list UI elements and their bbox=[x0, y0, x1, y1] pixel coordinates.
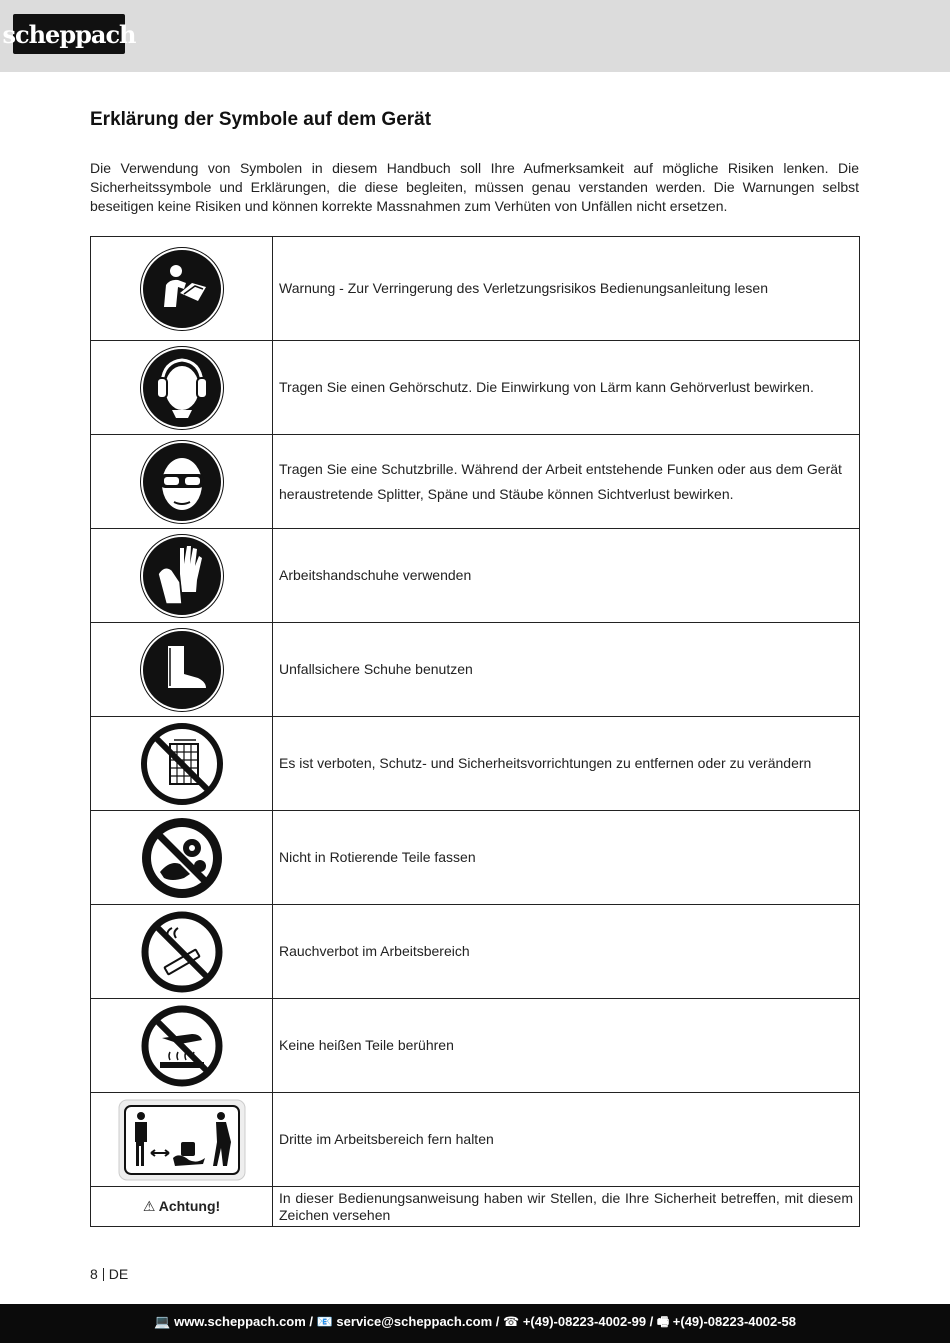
achtung-label: ⚠ Achtung! bbox=[142, 1198, 221, 1214]
symbol-cell bbox=[91, 341, 273, 435]
symbols-table bbox=[90, 236, 860, 1227]
table-row bbox=[91, 341, 860, 435]
symbol-cell bbox=[91, 999, 273, 1093]
read-manual-icon bbox=[140, 247, 224, 331]
achtung-description: In dieser Bedienungsanweisung haben wir Stellen, die Ihre Sicherheit betreffen, mit diesem Zeichen versehen bbox=[273, 1187, 860, 1227]
table-row bbox=[91, 237, 860, 341]
table-row bbox=[91, 529, 860, 623]
symbol-cell bbox=[91, 1093, 273, 1187]
symbol-description: Nicht in Rotierende Teile fassen bbox=[273, 811, 860, 905]
safety-boots-icon bbox=[140, 628, 224, 712]
symbol-description: Tragen Sie einen Gehörschutz. Die Einwirkung von Lärm kann Gehörverlust bewirken. bbox=[273, 341, 860, 435]
symbol-description: Warnung - Zur Verringerung des Verletzungsrisikos Bedienungsanleitung lesen bbox=[273, 237, 860, 341]
table-row bbox=[91, 623, 860, 717]
symbol-description: Dritte im Arbeitsbereich fern halten bbox=[273, 1093, 860, 1187]
no-removing-guards-icon bbox=[140, 722, 224, 806]
table-row bbox=[91, 1093, 860, 1187]
symbol-cell bbox=[91, 435, 273, 529]
symbol-description: Tragen Sie eine Schutzbrille. Während der Arbeit entstehende Funken oder aus dem Gerät heraustretende Splitter, Späne und Stäube können Sichtverlust bewirken. bbox=[273, 435, 860, 529]
intro-paragraph: Die Verwendung von Symbolen in diesem Handbuch soll Ihre Aufmerksamkeit auf mögliche Risiken lenken. Die Sicherheitssymbole und Erklärungen, die diese begleiten, müssen genau verstanden werden. Die Warnungen selbst beseitigen keine Risiken und können korrekte Massnahmen zum Verhüten von Unfällen nicht ersetzen. bbox=[90, 160, 859, 214]
symbol-description: Rauchverbot im Arbeitsbereich bbox=[273, 905, 860, 999]
no-touching-rotating-parts-icon bbox=[140, 816, 224, 900]
keep-bystanders-away-icon bbox=[117, 1098, 247, 1182]
ear-protection-icon bbox=[140, 346, 224, 430]
scheppach-logo bbox=[2, 14, 136, 54]
symbol-cell bbox=[91, 237, 273, 341]
no-touching-hot-surface-icon bbox=[140, 1004, 224, 1088]
table-row bbox=[91, 999, 860, 1093]
symbol-cell bbox=[91, 623, 273, 717]
page-number bbox=[90, 1266, 128, 1282]
page-number-value: 8 bbox=[90, 1266, 98, 1282]
table-row bbox=[91, 1187, 860, 1227]
symbol-cell bbox=[91, 811, 273, 905]
symbol-description: Unfallsichere Schuhe benutzen bbox=[273, 623, 860, 717]
symbol-cell bbox=[91, 717, 273, 811]
symbol-description: Es ist verboten, Schutz- und Sicherheitsvorrichtungen zu entfernen oder zu verändern bbox=[273, 717, 860, 811]
logo-text: scheppach bbox=[2, 19, 136, 49]
table-row bbox=[91, 905, 860, 999]
page-separator bbox=[103, 1268, 104, 1281]
no-smoking-icon bbox=[140, 910, 224, 994]
symbol-cell bbox=[91, 905, 273, 999]
achtung-cell bbox=[91, 1187, 273, 1227]
gloves-icon bbox=[140, 534, 224, 618]
symbol-cell bbox=[91, 529, 273, 623]
table-row bbox=[91, 717, 860, 811]
symbol-description: Arbeitshandschuhe verwenden bbox=[273, 529, 860, 623]
page-title: Erklärung der Symbole auf dem Gerät bbox=[90, 109, 432, 130]
page-language: DE bbox=[108, 1266, 129, 1282]
footer-bar bbox=[0, 1304, 950, 1343]
footer-contact: 💻 www.scheppach.com / 📧 service@scheppach.com / ☎ +(49)-08223-4002-99 / 🖷 +(49)-08223-4002-58 bbox=[154, 1313, 796, 1329]
table-row bbox=[91, 435, 860, 529]
header-band bbox=[0, 0, 950, 72]
safety-goggles-icon bbox=[140, 440, 224, 524]
symbol-description: Keine heißen Teile berühren bbox=[273, 999, 860, 1093]
table-row bbox=[91, 811, 860, 905]
